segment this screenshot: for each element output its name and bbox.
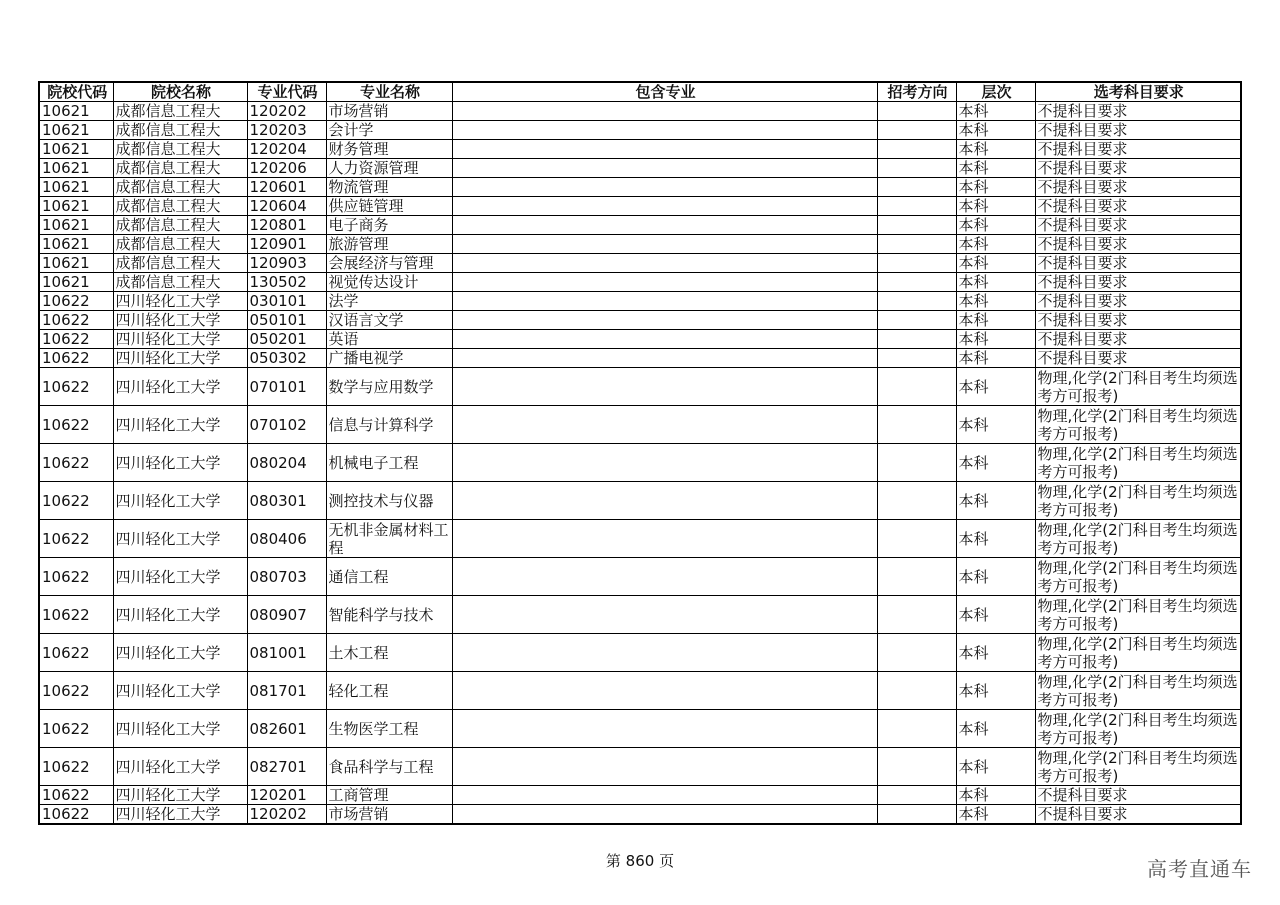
- cell-school-code: 10621: [39, 178, 113, 197]
- cell-major-name: 轻化工程: [326, 672, 452, 710]
- cell-school-name: 四川轻化工大学: [113, 672, 247, 710]
- cell-school-code: 10621: [39, 102, 113, 121]
- header-school-code: 院校代码: [39, 82, 113, 102]
- table-row: [39, 159, 1241, 178]
- table-row: [39, 311, 1241, 330]
- cell-school-code: 10622: [39, 748, 113, 786]
- cell-included-majors: [452, 805, 877, 825]
- cell-major-code: 081001: [247, 634, 326, 672]
- cell-school-name: 成都信息工程大: [113, 235, 247, 254]
- cell-included-majors: [452, 748, 877, 786]
- cell-admission-direction: [877, 140, 956, 159]
- cell-subject-requirement: 物理,化学(2门科目考生均须选考方可报考): [1035, 596, 1241, 634]
- cell-school-code: 10621: [39, 159, 113, 178]
- cell-included-majors: [452, 482, 877, 520]
- cell-admission-direction: [877, 748, 956, 786]
- cell-level: 本科: [956, 520, 1035, 558]
- cell-major-name: 会展经济与管理: [326, 254, 452, 273]
- cell-level: 本科: [956, 121, 1035, 140]
- cell-admission-direction: [877, 311, 956, 330]
- cell-major-code: 080907: [247, 596, 326, 634]
- table-row: [39, 197, 1241, 216]
- cell-school-name: 成都信息工程大: [113, 197, 247, 216]
- table-row: [39, 368, 1241, 406]
- cell-school-code: 10622: [39, 558, 113, 596]
- cell-school-name: 成都信息工程大: [113, 159, 247, 178]
- cell-level: 本科: [956, 102, 1035, 121]
- cell-admission-direction: [877, 178, 956, 197]
- table-row: [39, 349, 1241, 368]
- cell-subject-requirement: 物理,化学(2门科目考生均须选考方可报考): [1035, 444, 1241, 482]
- table-row: [39, 102, 1241, 121]
- cell-level: 本科: [956, 197, 1035, 216]
- cell-admission-direction: [877, 710, 956, 748]
- cell-major-code: 082701: [247, 748, 326, 786]
- cell-subject-requirement: 物理,化学(2门科目考生均须选考方可报考): [1035, 368, 1241, 406]
- cell-subject-requirement: 物理,化学(2门科目考生均须选考方可报考): [1035, 634, 1241, 672]
- cell-major-code: 050302: [247, 349, 326, 368]
- cell-school-code: 10622: [39, 596, 113, 634]
- cell-included-majors: [452, 273, 877, 292]
- cell-major-code: 080406: [247, 520, 326, 558]
- cell-subject-requirement: 物理,化学(2门科目考生均须选考方可报考): [1035, 406, 1241, 444]
- cell-school-code: 10622: [39, 444, 113, 482]
- cell-major-code: 030101: [247, 292, 326, 311]
- cell-included-majors: [452, 558, 877, 596]
- cell-major-name: 电子商务: [326, 216, 452, 235]
- cell-school-name: 四川轻化工大学: [113, 558, 247, 596]
- cell-included-majors: [452, 292, 877, 311]
- cell-admission-direction: [877, 786, 956, 805]
- cell-school-code: 10622: [39, 634, 113, 672]
- cell-subject-requirement: 不提科目要求: [1035, 235, 1241, 254]
- cell-major-code: 120601: [247, 178, 326, 197]
- table-row: [39, 178, 1241, 197]
- watermark-text: 高考直通车: [1147, 857, 1252, 881]
- cell-included-majors: [452, 102, 877, 121]
- cell-level: 本科: [956, 406, 1035, 444]
- cell-included-majors: [452, 178, 877, 197]
- table-row: [39, 558, 1241, 596]
- cell-included-majors: [452, 121, 877, 140]
- cell-admission-direction: [877, 520, 956, 558]
- table-row: [39, 805, 1241, 825]
- cell-school-name: 四川轻化工大学: [113, 368, 247, 406]
- cell-school-code: 10622: [39, 330, 113, 349]
- cell-major-name: 机械电子工程: [326, 444, 452, 482]
- table-row: [39, 235, 1241, 254]
- header-major-name: 专业名称: [326, 82, 452, 102]
- cell-level: 本科: [956, 273, 1035, 292]
- cell-included-majors: [452, 349, 877, 368]
- cell-included-majors: [452, 311, 877, 330]
- cell-major-name: 汉语言文学: [326, 311, 452, 330]
- cell-major-code: 080301: [247, 482, 326, 520]
- cell-level: 本科: [956, 311, 1035, 330]
- cell-included-majors: [452, 786, 877, 805]
- cell-school-name: 四川轻化工大学: [113, 805, 247, 825]
- cell-level: 本科: [956, 596, 1035, 634]
- cell-admission-direction: [877, 235, 956, 254]
- table-row: [39, 330, 1241, 349]
- cell-school-name: 成都信息工程大: [113, 216, 247, 235]
- cell-school-code: 10621: [39, 197, 113, 216]
- cell-major-name: 信息与计算科学: [326, 406, 452, 444]
- cell-admission-direction: [877, 254, 956, 273]
- cell-school-code: 10621: [39, 216, 113, 235]
- cell-school-name: 成都信息工程大: [113, 254, 247, 273]
- cell-school-code: 10621: [39, 273, 113, 292]
- cell-school-code: 10622: [39, 805, 113, 825]
- cell-level: 本科: [956, 140, 1035, 159]
- header-subject-requirement: 选考科目要求: [1035, 82, 1241, 102]
- cell-included-majors: [452, 330, 877, 349]
- table-row: [39, 634, 1241, 672]
- cell-major-name: 旅游管理: [326, 235, 452, 254]
- cell-level: 本科: [956, 292, 1035, 311]
- cell-school-code: 10622: [39, 520, 113, 558]
- cell-school-name: 四川轻化工大学: [113, 520, 247, 558]
- table-row: [39, 273, 1241, 292]
- cell-level: 本科: [956, 159, 1035, 178]
- cell-major-name: 测控技术与仪器: [326, 482, 452, 520]
- cell-level: 本科: [956, 330, 1035, 349]
- cell-included-majors: [452, 710, 877, 748]
- cell-school-code: 10622: [39, 710, 113, 748]
- cell-subject-requirement: 不提科目要求: [1035, 178, 1241, 197]
- table-row: [39, 140, 1241, 159]
- cell-major-name: 土木工程: [326, 634, 452, 672]
- cell-admission-direction: [877, 349, 956, 368]
- cell-major-code: 120202: [247, 805, 326, 825]
- cell-admission-direction: [877, 159, 956, 178]
- cell-major-code: 120801: [247, 216, 326, 235]
- cell-admission-direction: [877, 216, 956, 235]
- cell-admission-direction: [877, 368, 956, 406]
- table-row: [39, 121, 1241, 140]
- cell-level: 本科: [956, 710, 1035, 748]
- cell-school-name: 四川轻化工大学: [113, 634, 247, 672]
- cell-subject-requirement: 不提科目要求: [1035, 330, 1241, 349]
- table-row: [39, 292, 1241, 311]
- header-major-code: 专业代码: [247, 82, 326, 102]
- cell-subject-requirement: 不提科目要求: [1035, 121, 1241, 140]
- cell-major-name: 食品科学与工程: [326, 748, 452, 786]
- cell-included-majors: [452, 159, 877, 178]
- table-row: [39, 596, 1241, 634]
- cell-major-name: 物流管理: [326, 178, 452, 197]
- cell-major-code: 050201: [247, 330, 326, 349]
- cell-major-name: 智能科学与技术: [326, 596, 452, 634]
- admission-requirements-table: [38, 81, 1242, 825]
- cell-subject-requirement: 不提科目要求: [1035, 216, 1241, 235]
- cell-subject-requirement: 物理,化学(2门科目考生均须选考方可报考): [1035, 482, 1241, 520]
- cell-subject-requirement: 不提科目要求: [1035, 140, 1241, 159]
- cell-school-code: 10622: [39, 311, 113, 330]
- cell-major-code: 050101: [247, 311, 326, 330]
- cell-school-code: 10621: [39, 121, 113, 140]
- cell-included-majors: [452, 634, 877, 672]
- cell-subject-requirement: 不提科目要求: [1035, 159, 1241, 178]
- cell-school-code: 10622: [39, 672, 113, 710]
- cell-level: 本科: [956, 558, 1035, 596]
- cell-admission-direction: [877, 482, 956, 520]
- cell-level: 本科: [956, 672, 1035, 710]
- cell-subject-requirement: 不提科目要求: [1035, 273, 1241, 292]
- cell-level: 本科: [956, 748, 1035, 786]
- cell-subject-requirement: 不提科目要求: [1035, 197, 1241, 216]
- cell-school-name: 四川轻化工大学: [113, 330, 247, 349]
- table-row: [39, 520, 1241, 558]
- table-row: [39, 406, 1241, 444]
- cell-level: 本科: [956, 368, 1035, 406]
- cell-school-name: 四川轻化工大学: [113, 596, 247, 634]
- cell-subject-requirement: 不提科目要求: [1035, 311, 1241, 330]
- header-level: 层次: [956, 82, 1035, 102]
- cell-school-code: 10622: [39, 406, 113, 444]
- cell-school-name: 四川轻化工大学: [113, 311, 247, 330]
- cell-admission-direction: [877, 596, 956, 634]
- cell-school-code: 10622: [39, 482, 113, 520]
- cell-admission-direction: [877, 634, 956, 672]
- cell-subject-requirement: 物理,化学(2门科目考生均须选考方可报考): [1035, 558, 1241, 596]
- cell-admission-direction: [877, 805, 956, 825]
- cell-school-name: 成都信息工程大: [113, 178, 247, 197]
- cell-school-name: 四川轻化工大学: [113, 710, 247, 748]
- cell-major-code: 070101: [247, 368, 326, 406]
- table-row: [39, 748, 1241, 786]
- cell-school-name: 成都信息工程大: [113, 121, 247, 140]
- cell-major-name: 供应链管理: [326, 197, 452, 216]
- cell-major-code: 120203: [247, 121, 326, 140]
- cell-school-code: 10622: [39, 368, 113, 406]
- cell-major-code: 120901: [247, 235, 326, 254]
- header-included-majors: 包含专业: [452, 82, 877, 102]
- table-row: [39, 786, 1241, 805]
- cell-admission-direction: [877, 444, 956, 482]
- cell-major-name: 广播电视学: [326, 349, 452, 368]
- cell-school-code: 10622: [39, 292, 113, 311]
- cell-subject-requirement: 物理,化学(2门科目考生均须选考方可报考): [1035, 710, 1241, 748]
- cell-included-majors: [452, 235, 877, 254]
- header-admission-direction: 招考方向: [877, 82, 956, 102]
- cell-major-name: 法学: [326, 292, 452, 311]
- cell-level: 本科: [956, 805, 1035, 825]
- cell-subject-requirement: 不提科目要求: [1035, 349, 1241, 368]
- table-row: [39, 672, 1241, 710]
- cell-admission-direction: [877, 672, 956, 710]
- table-row: [39, 482, 1241, 520]
- cell-school-name: 四川轻化工大学: [113, 406, 247, 444]
- table-body: [39, 102, 1241, 825]
- cell-major-code: 080204: [247, 444, 326, 482]
- cell-level: 本科: [956, 349, 1035, 368]
- cell-included-majors: [452, 368, 877, 406]
- page-number: 第 860 页: [605, 852, 675, 870]
- cell-school-name: 四川轻化工大学: [113, 482, 247, 520]
- cell-major-code: 070102: [247, 406, 326, 444]
- cell-major-name: 无机非金属材料工程: [326, 520, 452, 558]
- cell-school-name: 四川轻化工大学: [113, 349, 247, 368]
- cell-school-code: 10621: [39, 235, 113, 254]
- cell-subject-requirement: 不提科目要求: [1035, 786, 1241, 805]
- cell-major-name: 市场营销: [326, 102, 452, 121]
- cell-major-code: 082601: [247, 710, 326, 748]
- cell-major-code: 120202: [247, 102, 326, 121]
- cell-subject-requirement: 不提科目要求: [1035, 254, 1241, 273]
- cell-admission-direction: [877, 558, 956, 596]
- cell-subject-requirement: 不提科目要求: [1035, 805, 1241, 825]
- cell-major-code: 120604: [247, 197, 326, 216]
- cell-included-majors: [452, 197, 877, 216]
- table-row: [39, 710, 1241, 748]
- cell-school-name: 四川轻化工大学: [113, 292, 247, 311]
- cell-major-name: 生物医学工程: [326, 710, 452, 748]
- cell-school-name: 四川轻化工大学: [113, 748, 247, 786]
- cell-school-code: 10621: [39, 254, 113, 273]
- cell-level: 本科: [956, 178, 1035, 197]
- cell-subject-requirement: 物理,化学(2门科目考生均须选考方可报考): [1035, 520, 1241, 558]
- cell-school-name: 成都信息工程大: [113, 273, 247, 292]
- cell-included-majors: [452, 406, 877, 444]
- cell-major-code: 130502: [247, 273, 326, 292]
- cell-included-majors: [452, 520, 877, 558]
- cell-included-majors: [452, 596, 877, 634]
- cell-school-code: 10622: [39, 786, 113, 805]
- cell-school-code: 10621: [39, 140, 113, 159]
- cell-major-name: 财务管理: [326, 140, 452, 159]
- cell-major-name: 英语: [326, 330, 452, 349]
- cell-included-majors: [452, 672, 877, 710]
- cell-school-name: 成都信息工程大: [113, 102, 247, 121]
- cell-school-name: 四川轻化工大学: [113, 786, 247, 805]
- cell-admission-direction: [877, 197, 956, 216]
- cell-major-code: 081701: [247, 672, 326, 710]
- cell-admission-direction: [877, 121, 956, 140]
- cell-included-majors: [452, 444, 877, 482]
- header-school-name: 院校名称: [113, 82, 247, 102]
- cell-admission-direction: [877, 292, 956, 311]
- table-row: [39, 216, 1241, 235]
- cell-subject-requirement: 不提科目要求: [1035, 102, 1241, 121]
- cell-major-name: 通信工程: [326, 558, 452, 596]
- cell-school-name: 四川轻化工大学: [113, 444, 247, 482]
- cell-included-majors: [452, 216, 877, 235]
- cell-level: 本科: [956, 482, 1035, 520]
- cell-included-majors: [452, 254, 877, 273]
- cell-level: 本科: [956, 254, 1035, 273]
- cell-school-name: 成都信息工程大: [113, 140, 247, 159]
- cell-major-code: 120903: [247, 254, 326, 273]
- cell-admission-direction: [877, 102, 956, 121]
- cell-major-name: 人力资源管理: [326, 159, 452, 178]
- cell-subject-requirement: 不提科目要求: [1035, 292, 1241, 311]
- cell-major-name: 工商管理: [326, 786, 452, 805]
- cell-major-name: 数学与应用数学: [326, 368, 452, 406]
- cell-major-code: 080703: [247, 558, 326, 596]
- cell-major-code: 120206: [247, 159, 326, 178]
- cell-level: 本科: [956, 634, 1035, 672]
- cell-major-name: 视觉传达设计: [326, 273, 452, 292]
- table-header-row: [39, 82, 1241, 102]
- table-row: [39, 254, 1241, 273]
- cell-admission-direction: [877, 330, 956, 349]
- cell-major-name: 市场营销: [326, 805, 452, 825]
- cell-major-name: 会计学: [326, 121, 452, 140]
- cell-admission-direction: [877, 406, 956, 444]
- cell-level: 本科: [956, 444, 1035, 482]
- cell-major-code: 120201: [247, 786, 326, 805]
- cell-level: 本科: [956, 235, 1035, 254]
- cell-subject-requirement: 物理,化学(2门科目考生均须选考方可报考): [1035, 748, 1241, 786]
- cell-included-majors: [452, 140, 877, 159]
- cell-school-code: 10622: [39, 349, 113, 368]
- cell-admission-direction: [877, 273, 956, 292]
- cell-level: 本科: [956, 216, 1035, 235]
- cell-level: 本科: [956, 786, 1035, 805]
- cell-major-code: 120204: [247, 140, 326, 159]
- cell-subject-requirement: 物理,化学(2门科目考生均须选考方可报考): [1035, 672, 1241, 710]
- table-row: [39, 444, 1241, 482]
